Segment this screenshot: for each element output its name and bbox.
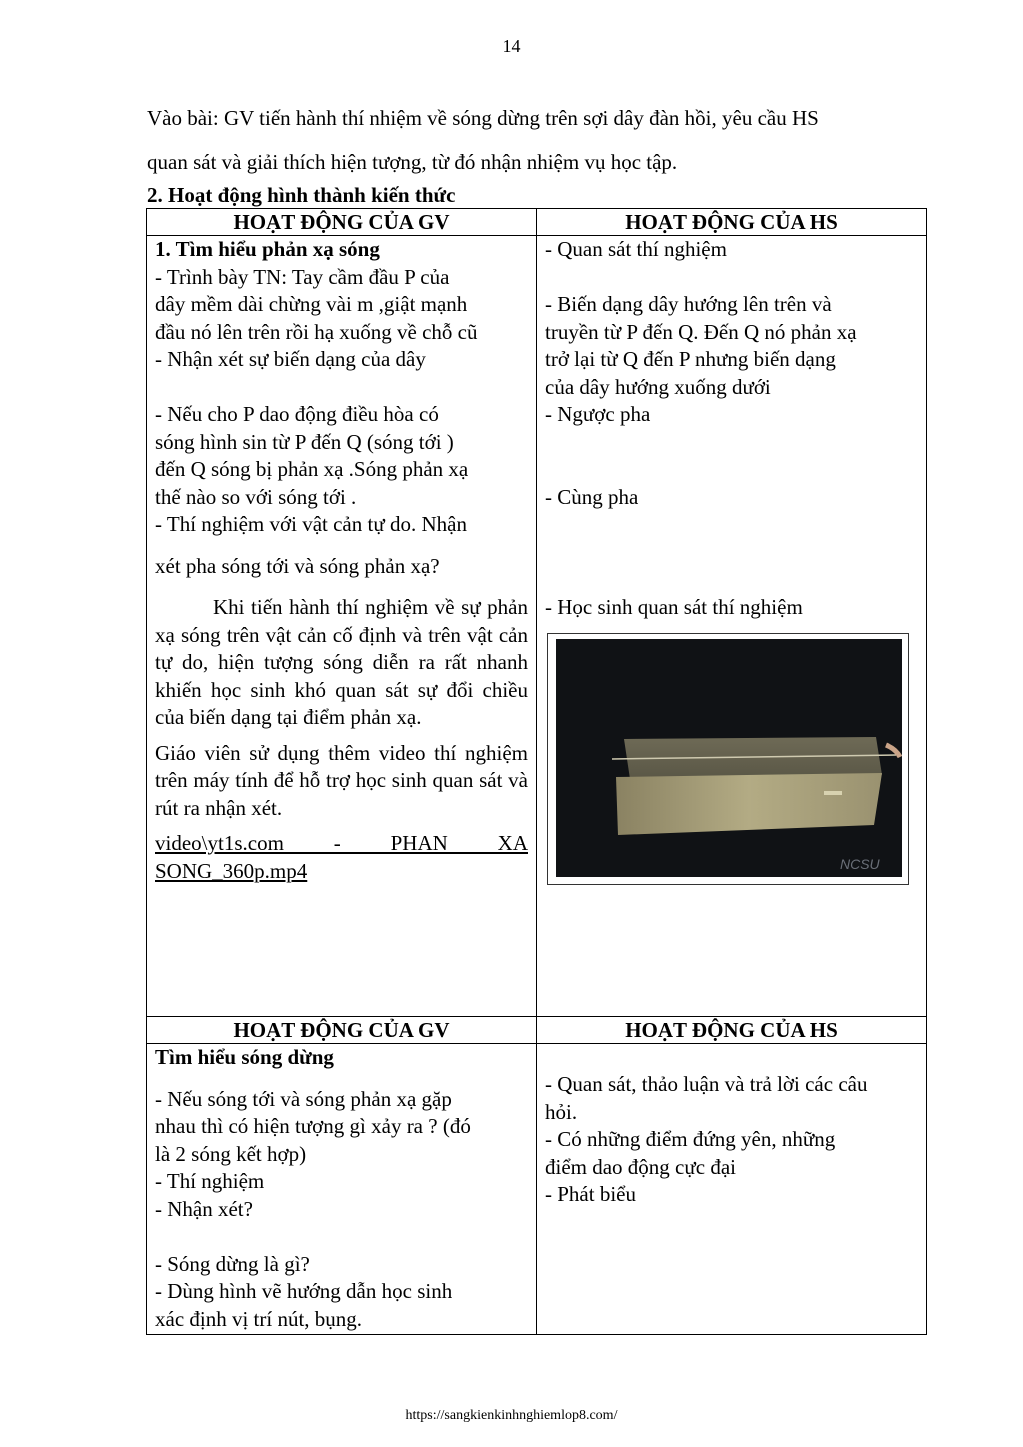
hs-line: - Cùng pha [545,484,639,509]
gv-line: - Thí nghiệm [155,1169,265,1193]
hs-line: - Biến dạng dây hướng lên trên và [545,292,832,316]
gv-activity-cell-2 [147,1044,537,1335]
gv-section-title: Tìm hiểu sóng dừng [155,1045,334,1069]
hs-line: - Phát biểu [545,1182,636,1206]
intro-line-2: quan sát và giải thích hiện tượng, từ đó nhận nhiệm vụ học tập. [147,150,678,174]
section-heading: 2. Hoạt động hình thành kiến thức [147,183,456,207]
experiment-video-still[interactable] [556,639,902,877]
hs-line: của dây hướng xuống dưới [545,374,771,399]
intro-line-1: Vào bài: GV tiến hành thí nhiệm về sóng dừng trên sợi dây đàn hồi, yêu cầu HS [147,106,819,130]
hs-activity-cell-2 [537,1044,927,1335]
hs-line: điểm dao động cực đại [545,1154,736,1179]
intro-paragraph [147,96,927,184]
gv-paragraph-2: Giáo viên sử dụng thêm video thí nghiệm trên máy tính để hỗ trợ học sinh quan sát và rút ra nhận xét. [155,740,528,820]
gv-activity-cell [147,236,537,1017]
gv-line: đầu nó lên trên rồi hạ xuống về chỗ cũ [155,319,478,344]
gv-section-title: 1. Tìm hiểu phản xạ sóng [155,237,380,261]
hs-line: - Ngược pha [545,402,651,426]
column-header-hs: HOẠT ĐỘNG CỦA HS [537,209,927,236]
gv-line: dây mềm dài chừng vài m ,giật mạnh [155,292,468,316]
video-watermark: NCSU [840,856,880,872]
gv-line: nhau thì có hiện tượng gì xảy ra ? (đó [155,1114,471,1138]
hs-line: - Học sinh quan sát thí nghiệm [545,594,803,619]
activity-table-2 [146,1016,927,1335]
video-link[interactable]: video\yt1s.com - PHAN XA [155,831,528,855]
hs-line: - Có những điểm đứng yên, những [545,1127,836,1151]
gv-line: - Nhận xét? [155,1196,253,1221]
gv-line: - Sóng dừng là gì? [155,1251,310,1276]
column-header-hs: HOẠT ĐỘNG CỦA HS [537,1017,927,1044]
page-number: 14 [502,36,521,56]
gv-line: - Dùng hình vẽ hướng dẫn học sinh [155,1279,453,1303]
footer-url[interactable]: https://sangkienkinhnghiemlop8.com/ [405,1408,618,1423]
activity-table-1 [146,208,927,1017]
column-header-gv: HOẠT ĐỘNG CỦA GV [147,209,537,236]
gv-line: - Nhận xét sự biến dạng của dây [155,347,426,371]
gv-line: đến Q sóng bị phản xạ .Sóng phản xạ [155,457,469,481]
hs-line: trở lại từ Q đến P nhưng biến dạng [545,347,836,371]
gv-line: - Thí nghiệm với vật cản tự do. Nhận [155,512,467,536]
gv-line: - Nếu cho P dao động điều hòa có [155,402,439,426]
gv-line: xác định vị trí nút, bụng. [155,1306,363,1331]
wave-experiment-image [556,639,902,877]
hs-line: - Quan sát thí nghiệm [545,237,727,261]
hs-line: hỏi. [545,1099,578,1124]
gv-line: sóng hình sin từ P đến Q (sóng tới ) [155,429,454,454]
video-link-continued[interactable]: SONG_360p.mp4 [155,858,308,883]
gv-paragraph-1: Khi tiến hành thí nghiệm về sự phản xạ sóng trên vật cản cố định và trên vật cản tự do, hiện tượng sóng diễn ra rất nhanh khiến học sinh khó quan sát sự đổi chiều của biến dạng tại điểm phản xạ. [155,595,528,729]
experiment-video-frame [547,633,909,885]
gv-line: là 2 sóng kết hợp) [155,1141,307,1166]
gv-line: - Trình bày TN: Tay cầm đầu P của [155,264,450,289]
gv-line: thế nào so với sóng tới . [155,484,357,509]
gv-line: xét pha sóng tới và sóng phản xạ? [155,553,440,578]
hs-activity-cell [537,236,927,1017]
hs-line: truyền từ P đến Q. Đến Q nó phản xạ [545,319,857,344]
gv-line: - Nếu sóng tới và sóng phản xạ gặp [155,1086,452,1111]
hs-line: - Quan sát, thảo luận và trả lời các câu [545,1072,868,1096]
column-header-gv: HOẠT ĐỘNG CỦA GV [147,1017,537,1044]
